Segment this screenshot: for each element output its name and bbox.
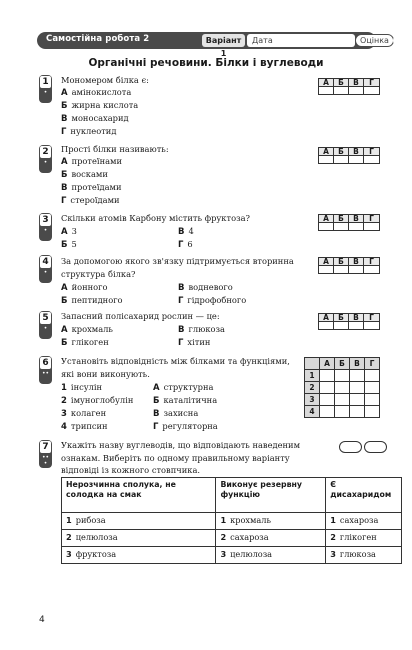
grade-field[interactable]: Оцінка <box>355 34 394 47</box>
worksheet-header <box>37 32 389 58</box>
q6-right-a: А структурна <box>153 382 214 393</box>
answer-cell[interactable]: Г <box>364 258 379 273</box>
answer-cell[interactable]: А <box>319 314 334 329</box>
q6-left-4: 4 трипсин <box>61 421 108 432</box>
question-badge-4: 4 • <box>39 255 52 283</box>
page-number: 4 <box>39 615 45 625</box>
table-header: Виконує резервну функцію <box>216 478 326 513</box>
answer-cell[interactable]: В <box>349 148 364 163</box>
question-2-text: Прості білки називають: <box>61 144 169 154</box>
q1-option-c[interactable]: В моносахарид <box>61 113 129 124</box>
answer-cell[interactable]: Б <box>334 148 349 163</box>
q6-left-3: 3 колаген <box>61 408 107 419</box>
worksheet-title: Самостійна робота 2 <box>46 34 150 44</box>
q4-option-b[interactable]: Б пептидного <box>61 295 123 306</box>
answer-cell[interactable]: Г <box>364 314 379 329</box>
q2-option-c[interactable]: В протеїдами <box>61 182 122 193</box>
q6-answer-matrix[interactable]: А Б В Г 1 2 3 4 <box>304 357 380 418</box>
q1-option-a[interactable]: А амінокислота <box>61 87 132 98</box>
answer-cell[interactable]: Б <box>334 79 349 94</box>
q2-option-d[interactable]: Г стероїдами <box>61 195 120 206</box>
q5-option-d[interactable]: Г хітин <box>178 337 211 348</box>
q4-answer-grid[interactable] <box>318 257 380 274</box>
table-row: 1 рибоза 1 крохмаль 1 сахароза <box>62 513 402 530</box>
q2-option-a[interactable]: А протеїнами <box>61 156 123 167</box>
q5-option-a[interactable]: А крохмаль <box>61 324 113 335</box>
q2-option-b[interactable]: Б восками <box>61 169 108 180</box>
question-5-text: Запасний полісахарид рослин — це: <box>61 311 220 321</box>
answer-cell[interactable]: Б <box>334 215 349 230</box>
question-4-text: За допомогою якого зв'язку підтримується вторинна структура білка? <box>61 256 294 279</box>
answer-cell[interactable]: Г <box>364 79 379 94</box>
q6-right-d: Г регуляторна <box>153 421 218 432</box>
q3-option-b[interactable]: Б 5 <box>61 239 77 250</box>
q6-right-b: Б каталітична <box>153 395 218 406</box>
question-badge-1: 1 • <box>39 75 52 103</box>
question-6-text: Установіть відповідність між білками та функціями, які вони виконують. <box>61 356 290 379</box>
q4-option-c[interactable]: В водневого <box>178 282 233 293</box>
q6-left-2: 2 імуноглобулін <box>61 395 134 406</box>
question-badge-5: 5 • <box>39 311 52 339</box>
table-row: 3 фруктоза 3 целюлоза 3 глюкоза <box>62 547 402 564</box>
q7-answer-field[interactable] <box>339 441 362 453</box>
answer-cell[interactable]: В <box>349 314 364 329</box>
grade-box[interactable] <box>393 34 412 47</box>
variant-label: Варіант 1 <box>202 34 245 47</box>
q1-option-b[interactable]: Б жирна кислота <box>61 100 139 111</box>
answer-cell[interactable]: В <box>349 215 364 230</box>
answer-cell[interactable]: Г <box>364 215 379 230</box>
answer-cell[interactable]: В <box>349 79 364 94</box>
table-row: 2 целюлоза 2 сахароза 2 глікоген <box>62 530 402 547</box>
section-title: Органічні речовини. Білки і вуглеводи <box>88 57 324 69</box>
q1-option-d[interactable]: Г нуклеотид <box>61 126 117 137</box>
answer-cell[interactable]: А <box>319 258 334 273</box>
question-badge-3: 3 • <box>39 213 52 241</box>
q7-answer-field[interactable] <box>364 441 387 453</box>
question-7-text: Укажіть назву вуглеводів, що відповідають наведеним ознакам. Виберіть по одному правильному варіанту відповіді із кожного стовпчика. <box>61 440 301 475</box>
q3-option-c[interactable]: В 4 <box>178 226 194 237</box>
answer-cell[interactable]: Б <box>334 314 349 329</box>
table-header: Нерозчинна сполука, не солодка на смак <box>62 478 216 513</box>
q6-right-c: В захисна <box>153 408 199 419</box>
q4-option-a[interactable]: А йонного <box>61 282 108 293</box>
q5-option-b[interactable]: Б глікоген <box>61 337 109 348</box>
table-header: Є дисахаридом <box>326 478 402 513</box>
question-3-text: Скільки атомів Карбону містить фруктоза? <box>61 213 250 223</box>
q7-table <box>61 477 402 564</box>
answer-cell[interactable]: А <box>319 148 334 163</box>
q5-option-c[interactable]: В глюкоза <box>178 324 225 335</box>
question-1-text: Мономером білка є: <box>61 75 149 85</box>
question-badge-7: 7 •• • <box>39 440 52 468</box>
q6-left-1: 1 інсулін <box>61 382 103 393</box>
q5-answer-grid[interactable] <box>318 313 380 330</box>
answer-cell[interactable]: А <box>319 215 334 230</box>
answer-cell[interactable]: Б <box>334 258 349 273</box>
question-badge-2: 2 • <box>39 145 52 173</box>
q3-option-a[interactable]: А 3 <box>61 226 77 237</box>
q3-answer-grid[interactable] <box>318 214 380 231</box>
q3-option-d[interactable]: Г 6 <box>178 239 193 250</box>
answer-cell[interactable]: В <box>349 258 364 273</box>
q4-option-d[interactable]: Г гідрофобного <box>178 295 247 306</box>
answer-cell[interactable]: А <box>319 79 334 94</box>
q1-answer-grid[interactable] <box>318 78 380 95</box>
date-field[interactable]: Дата <box>247 34 355 47</box>
question-badge-6: 6 •• <box>39 356 52 384</box>
q2-answer-grid[interactable] <box>318 147 380 164</box>
answer-cell[interactable]: Г <box>364 148 379 163</box>
